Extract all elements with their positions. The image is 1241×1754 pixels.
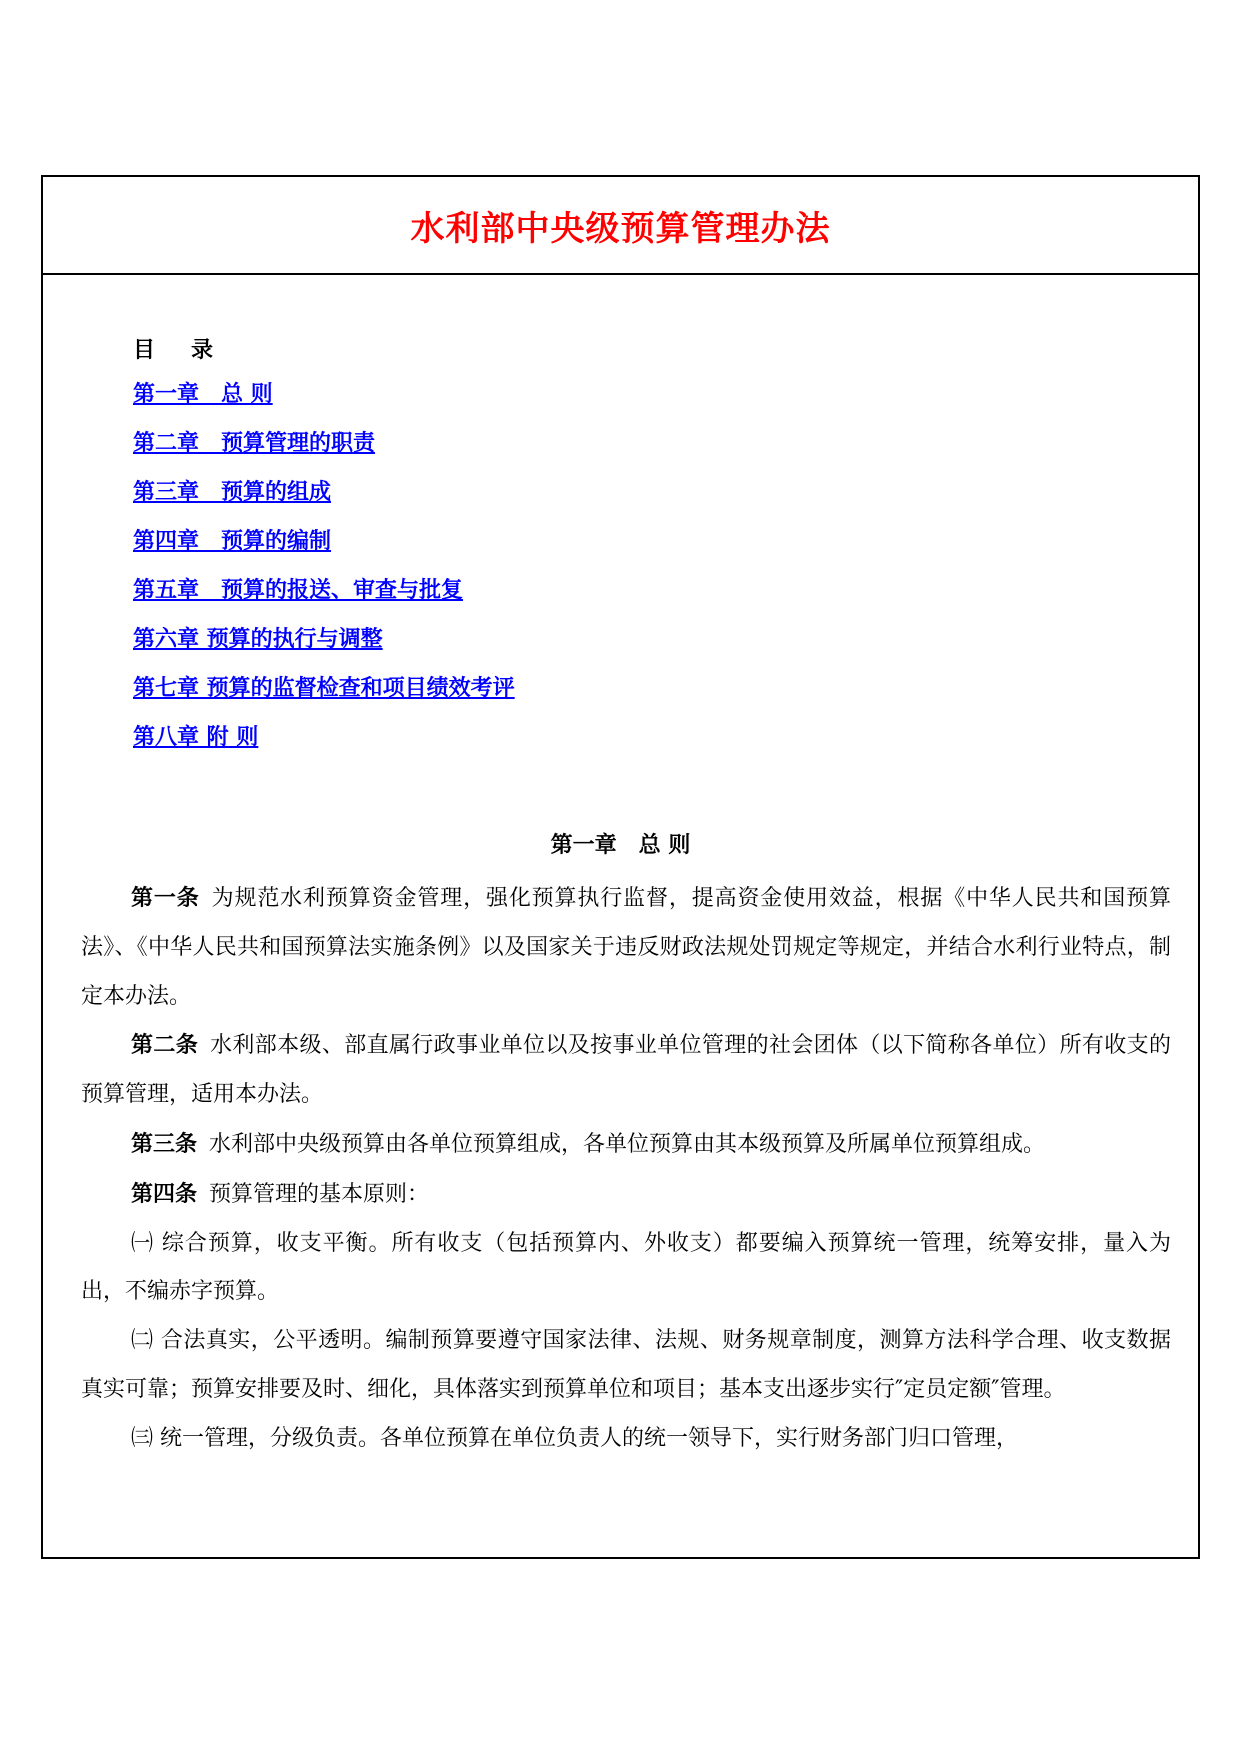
table-of-contents bbox=[133, 379, 515, 771]
toc-link-chapter-4[interactable]: 第四章 预算的编制 bbox=[133, 528, 332, 554]
toc-item bbox=[133, 575, 515, 624]
article-label: 第一条 bbox=[131, 885, 200, 911]
article-label: 第四条 bbox=[131, 1180, 198, 1207]
article-paragraph bbox=[81, 874, 1171, 1021]
toc-link-chapter-7[interactable]: 第七章 预算的监督检查和项目绩效考评 bbox=[133, 675, 515, 701]
article-label: 第三条 bbox=[131, 1130, 198, 1157]
chapter-heading: 第一章 总 则 bbox=[550, 832, 691, 858]
toc-item bbox=[133, 379, 515, 428]
principle-paragraph: ㈠ 综合预算，收支平衡。所有收支（包括预算内、外收支）都要编入预算统一管理，统筹安排，量入为出，不编赤字预算。 bbox=[81, 1230, 1171, 1305]
toc-link-chapter-6[interactable]: 第六章 预算的执行与调整 bbox=[133, 626, 383, 652]
toc-heading-left: 目 bbox=[133, 337, 156, 363]
toc-item bbox=[133, 477, 515, 526]
toc-item bbox=[133, 722, 515, 771]
title-row bbox=[43, 177, 1198, 275]
toc-link-chapter-2[interactable]: 第二章 预算管理的职责 bbox=[133, 430, 376, 456]
toc-link-chapter-3[interactable]: 第三章 预算的组成 bbox=[133, 479, 332, 505]
article-text: 水利部本级、部直属行政事业单位以及按事业单位管理的社会团体（以下简称各单位）所有收支的预算管理，适用本办法。 bbox=[81, 1033, 1171, 1108]
article-paragraph bbox=[81, 1170, 1171, 1220]
toc-item bbox=[133, 673, 515, 722]
toc-item bbox=[133, 624, 515, 673]
principle-paragraph: ㈢ 统一管理，分级负责。各单位预算在单位负责人的统一领导下，实行财务部门归口管理， bbox=[131, 1425, 1018, 1451]
toc-link-chapter-1[interactable]: 第一章 总 则 bbox=[133, 381, 273, 407]
article-text: 预算管理的基本原则： bbox=[209, 1181, 430, 1207]
toc-item bbox=[133, 428, 515, 477]
article-text: 为规范水利预算资金管理，强化预算执行监督，提高资金使用效益，根据《中华人民共和国预算法》、《中华人民共和国预算法实施条例》以及国家关于违反财政法规处罚规定等规定，并结合水利行业特点，制定本办法。 bbox=[81, 886, 1171, 1009]
toc-heading-right: 录 bbox=[191, 337, 214, 363]
chapter-body bbox=[81, 874, 1171, 1464]
principle-paragraph: ㈡ 合法真实，公平透明。编制预算要遵守国家法律、法规、财务规章制度，测算方法科学合理、收支数据真实可靠；预算安排要及时、细化，具体落实到预算单位和项目；基本支出逐步实行″定员定额″管理。 bbox=[81, 1328, 1171, 1402]
toc-heading bbox=[133, 333, 213, 364]
article-text: 水利部中央级预算由各单位预算组成，各单位预算由其本级预算及所属单位预算组成。 bbox=[209, 1131, 1046, 1157]
article-paragraph bbox=[81, 1120, 1171, 1170]
toc-link-chapter-5[interactable]: 第五章 预算的报送、审查与批复 bbox=[133, 577, 464, 603]
toc-item bbox=[133, 526, 515, 575]
article-label: 第二条 bbox=[131, 1032, 199, 1059]
toc-link-chapter-8[interactable]: 第八章 附 则 bbox=[133, 724, 259, 750]
document-title: 水利部中央级预算管理办法 bbox=[410, 208, 831, 249]
article-paragraph bbox=[81, 1021, 1171, 1120]
document-frame bbox=[41, 175, 1200, 1559]
